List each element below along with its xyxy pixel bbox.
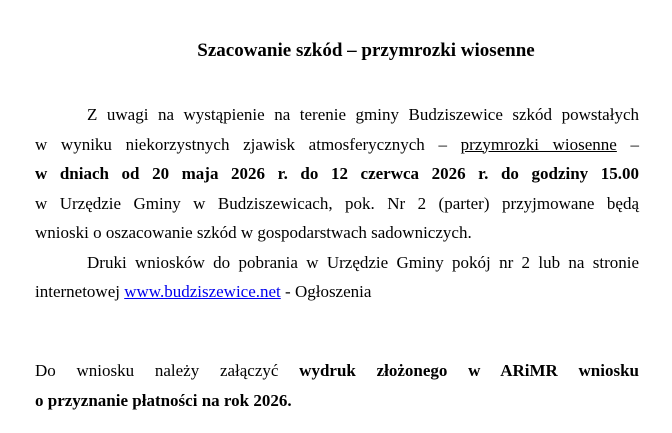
website-link[interactable]: www.budziszewice.net xyxy=(124,282,281,301)
line-text: Do wniosku należy załączyć xyxy=(35,361,300,380)
deadline-line: w dniach od 20 maja 2026 r. do 12 czerwca 2026 r. do godziny 15.00 xyxy=(35,164,639,183)
document-title: Szacowanie szkód – przymrozki wiosenne xyxy=(197,40,535,61)
paragraph-line: w Urzędzie Gminy w Budziszewicach, pok. Nr 2 (parter) przyjmowane będą xyxy=(35,193,639,213)
attachment-requirement-cont: o przyznanie płatności na rok 2026. xyxy=(35,390,292,410)
paragraph-line xyxy=(35,277,639,307)
paragraph-line xyxy=(35,130,639,160)
paragraph-line xyxy=(35,356,639,386)
line-text: internetowej xyxy=(35,282,125,301)
paragraph-line: wnioski o oszacowanie szkód w gospodarstwach sadowniczych. xyxy=(35,223,472,242)
notice-paragraph xyxy=(35,100,639,307)
frost-phrase: przymrozki wiosenne xyxy=(460,134,617,154)
paragraph-line: Druki wniosków do pobrania w Urzędzie Gminy pokój nr 2 lub na stronie xyxy=(87,252,639,272)
line-text: – xyxy=(616,134,639,154)
line-text: - Ogłoszenia xyxy=(280,282,372,301)
line-text: w wyniku niekorzystnych zjawisk atmosferycznych – xyxy=(35,134,461,154)
paragraph-line: Z uwagi na wystąpienie na terenie gminy Budziszewice szkód powstałych xyxy=(87,105,639,124)
attachment-requirement: wydruk złożonego w ARiMR wniosku xyxy=(299,361,640,380)
attachment-paragraph xyxy=(35,356,639,415)
